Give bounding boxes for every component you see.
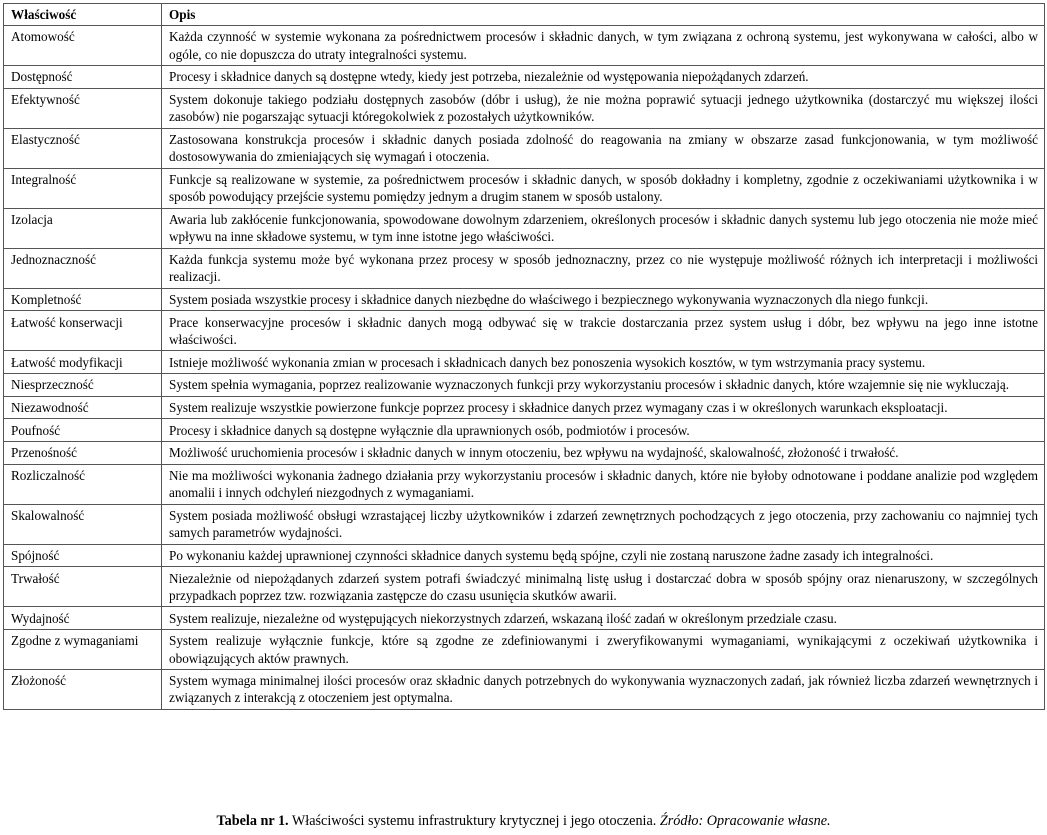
description-cell: System dokonuje takiego podziału dostępnych zasobów (dóbr i usług), że nie można poprawić sytuacji jednego użytkownika (dostarczyć mu większej ilości zasobów) nie pogarszając sytuacji któregokolwiek z pozostałych użytkowników. [162,88,1045,128]
caption-label: Tabela nr 1. [216,813,289,829]
table-row [4,544,1045,567]
table-row [4,504,1045,544]
table-row [4,66,1045,89]
description-cell: Niezależnie od niepożądanych zdarzeń system potrafi świadczyć minimalną listę usług i dostarczać dobra w sposób spójny oraz nienaruszony, w szczególnych przypadkach poprzez tzw. rozwiązania zastępcze do czasu usunięcia skutków awarii. [162,567,1045,607]
property-cell: Wydajność [4,607,162,630]
description-cell: Każda czynność w systemie wykonana za pośrednictwem procesów i składnic danych, w tym związana z ochroną systemu, jest wykonywana w całości, albo w ogóle, co nie dopuszcza do utraty integralności systemu. [162,26,1045,66]
property-cell: Dostępność [4,66,162,89]
description-cell: Awaria lub zakłócenie funkcjonowania, spowodowane dowolnym zdarzeniem, określonych procesów i składnic danych systemu lub jego otoczenia nie może mieć wpływu na inne składowe systemu, w tym inne istotne jego właściwości. [162,208,1045,248]
table-row [4,128,1045,168]
description-cell: System realizuje, niezależne od występujących niekorzystnych zdarzeń, wskazaną ilość zadań w określonym przedziale czasu. [162,607,1045,630]
table-row [4,88,1045,128]
table-row [4,670,1045,710]
description-cell: System realizuje wyłącznie funkcje, które są zgodne ze zdefiniowanymi i zweryfikowanymi wymaganiami, wynikającymi z oczekiwań użytkownika i obowiązujących aktów prawnych. [162,630,1045,670]
description-cell: Zastosowana konstrukcja procesów i składnic danych posiada zdolność do reagowania na zmiany w obszarze zasad funkcjonowania, w tym możliwość dostosowywania do zmieniających się wymagań i otoczenia. [162,128,1045,168]
table-row [4,607,1045,630]
property-cell: Zgodne z wymaganiami [4,630,162,670]
description-cell: Prace konserwacyjne procesów i składnic danych mogą odbywać się w trakcie dostarczania przez system usług i dóbr, bez wpływu na jego inne istotne właściwości. [162,311,1045,351]
description-cell: System realizuje wszystkie powierzone funkcje poprzez procesy i składnice danych przez wymagany czas i w określonych warunkach eksploatacji. [162,396,1045,419]
description-cell: System posiada wszystkie procesy i składnice danych niezbędne do właściwego i bezpiecznego wykonywania wyznaczonych dla niego funkcji. [162,288,1045,311]
description-cell: System posiada możliwość obsługi wzrastającej liczby użytkowników i zdarzeń zewnętrznych pochodzących z jego otoczenia, przy zachowaniu co najmniej tych samych parametrów wydajności. [162,504,1045,544]
header-property: Właściwość [4,4,162,26]
table-row [4,567,1045,607]
caption-source: Źródło: Opracowanie własne. [659,813,831,829]
table-row [4,419,1045,442]
property-cell: Efektywność [4,88,162,128]
table-body [4,26,1045,710]
property-cell: Izolacja [4,208,162,248]
property-cell: Łatwość modyfikacji [4,351,162,374]
property-cell: Łatwość konserwacji [4,311,162,351]
table-row [4,442,1045,465]
description-cell: Każda funkcja systemu może być wykonana przez procesy w sposób jednoznaczny, przez co nie występuje możliwość różnych ich interpretacji i możliwości realizacji. [162,248,1045,288]
table-row [4,208,1045,248]
description-cell: Istnieje możliwość wykonania zmian w procesach i składnicach danych bez ponoszenia wysokich kosztów, w tym wstrzymania pracy systemu. [162,351,1045,374]
table-row [4,248,1045,288]
property-cell: Przenośność [4,442,162,465]
caption-text: Właściwości systemu infrastruktury krytycznej i jego otoczenia. [291,813,657,829]
property-cell: Kompletność [4,288,162,311]
description-cell: Po wykonaniu każdej uprawnionej czynności składnice danych systemu będą spójne, czyli nie zostaną naruszone żadne zasady ich integralności. [162,544,1045,567]
property-cell: Poufność [4,419,162,442]
property-cell: Atomowość [4,26,162,66]
table-row [4,396,1045,419]
property-cell: Spójność [4,544,162,567]
property-cell: Integralność [4,168,162,208]
table-header-row [4,4,1045,26]
description-cell: Funkcje są realizowane w systemie, za pośrednictwem procesów i składnic danych, w sposób dokładny i kompletny, zgodnie z oczekiwaniami użytkownika i w sposób powodujący przejście systemu pomiędzy jednym a drugim stanem w sposób ustalony. [162,168,1045,208]
description-cell: Możliwość uruchomienia procesów i składnic danych w innym otoczeniu, bez wpływu na wydajność, skalowalność, złożoność i trwałość. [162,442,1045,465]
property-cell: Trwałość [4,567,162,607]
table-row [4,630,1045,670]
property-cell: Skalowalność [4,504,162,544]
property-cell: Elastyczność [4,128,162,168]
description-cell: System wymaga minimalnej ilości procesów oraz składnic danych potrzebnych do wykonywania wyznaczonych zadań, jak również liczba zdarzeń wewnętrznych i związanych z interakcją z otoczeniem jest optymalna. [162,670,1045,710]
table-caption [0,812,1047,830]
table-row [4,311,1045,351]
table-row [4,168,1045,208]
table-row [4,374,1045,397]
property-cell: Niesprzeczność [4,374,162,397]
table-row [4,464,1045,504]
table-row [4,288,1045,311]
header-description: Opis [162,4,1045,26]
property-cell: Niezawodność [4,396,162,419]
description-cell: Procesy i składnice danych są dostępne wyłącznie dla uprawnionych osób, podmiotów i procesów. [162,419,1045,442]
description-cell: System spełnia wymagania, poprzez realizowanie wyznaczonych funkcji przy wykorzystaniu procesów i składnic danych, które wzajemnie się nie wykluczają. [162,374,1045,397]
property-cell: Złożoność [4,670,162,710]
property-cell: Jednoznaczność [4,248,162,288]
properties-table [3,3,1045,710]
description-cell: Procesy i składnice danych są dostępne wtedy, kiedy jest potrzeba, niezależnie od występowania niepożądanych zdarzeń. [162,66,1045,89]
table-row [4,351,1045,374]
property-cell: Rozliczalność [4,464,162,504]
table-row [4,26,1045,66]
description-cell: Nie ma możliwości wykonania żadnego działania przy wykorzystaniu procesów i składnic danych, które nie byłoby odnotowane i poddane analizie pod względem anomalii i innych odchyleń niezgodnych z wymaganiami. [162,464,1045,504]
